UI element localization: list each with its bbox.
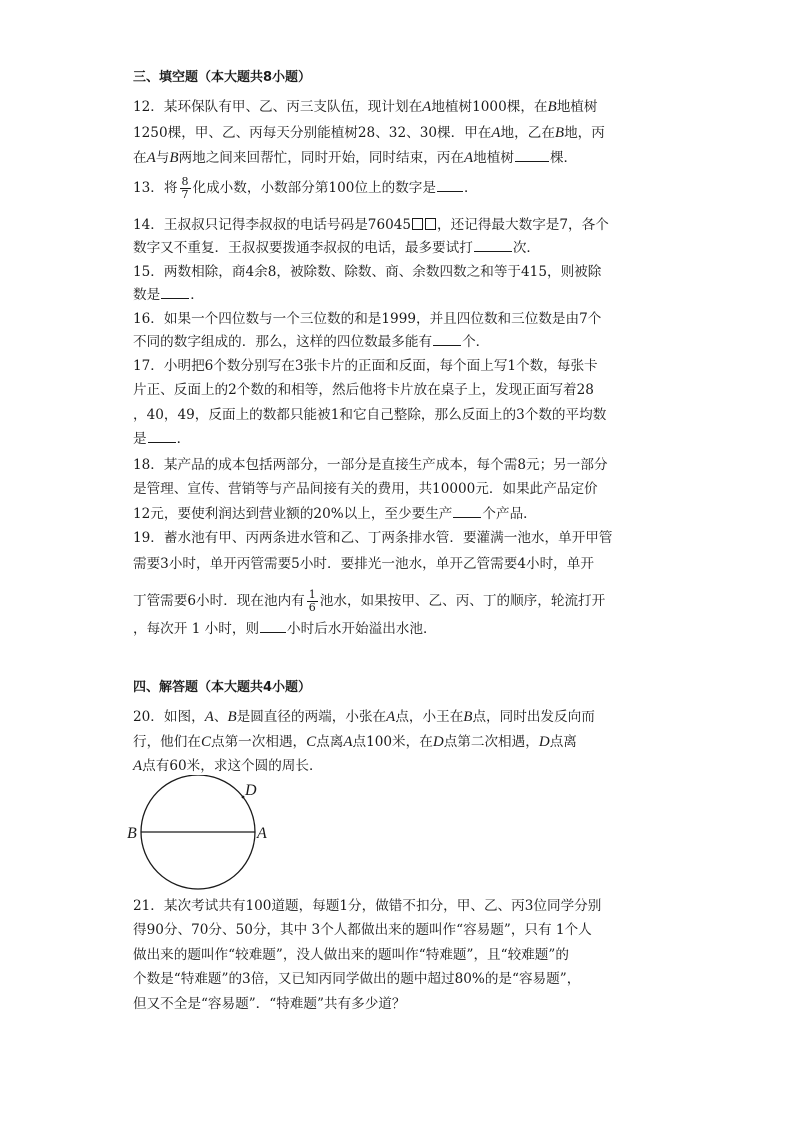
question-21-line-2: 得90分、70分、50分，其中 3个人都做出来的题叫作“容易题”，只有 1个人: [133, 922, 592, 938]
section-title-fill-blank: 三、填空题（本大题共8小题）: [133, 70, 312, 85]
question-20-line-3: A点有60米，求这个圆的周长．: [133, 758, 323, 774]
question-15-line-2: 数是 ．: [133, 287, 204, 303]
label-b: B: [127, 825, 137, 842]
digit-box: [425, 218, 436, 230]
answer-blank[interactable]: [453, 505, 481, 518]
question-21-line-5: 但又不全是“容易题”．“特难题”共有多少道？: [133, 996, 406, 1012]
question-18-line-3: 12元，要使利润达到营业额的20%以上，至少要生产 个产品．: [133, 506, 537, 522]
answer-blank[interactable]: [474, 239, 512, 252]
question-17-line-3: ，40，49，反面上的数都只能被1和它自己整除，那么反面上的3个数的平均数: [133, 407, 607, 423]
label-a: A: [257, 825, 267, 842]
question-12-line-2: 1250棵，甲、乙、丙每天分别能植树28、32、30棵．甲在A地，乙在B地，丙: [133, 125, 605, 141]
answer-blank[interactable]: [161, 286, 189, 299]
digit-box: [412, 218, 423, 230]
question-21-line-4: 个数是“特难题”的3倍，又已知丙同学做出的题中超过80%的是“容易题”，: [133, 971, 581, 987]
question-18-line-1: 18．某产品的成本包括两部分，一部分是直接生产成本，每个需8元；另一部分: [133, 457, 608, 473]
question-14-line-1: 14．王叔叔只记得李叔叔的电话号码是76045 ，还记得最大数字是7，各个: [133, 217, 609, 233]
question-17-line-4: 是 ．: [133, 431, 191, 447]
question-13: 13．将 $\frac{8}{7}$ 化成小数，小数部分第100位上的数字是 ．: [133, 175, 478, 201]
point-d: [242, 796, 245, 799]
question-16-line-2: 不同的数字组成的．那么，这样的四位数最多能有 个．: [133, 334, 490, 350]
question-20-line-2: 行，他们在C点第一次相遇，C点离A点100米，在D点第二次相遇，D点离: [133, 734, 577, 750]
question-16-line-1: 16．如果一个四位数与一个三位数的和是1999，并且四位数和三位数是由7个: [133, 311, 602, 327]
fraction: $\frac{8}{7}$: [181, 175, 189, 201]
question-12-line-3: 在A与B两地之间来回帮忙，同时开始，同时结束，丙在A地植树 棵．: [133, 150, 578, 166]
answer-blank[interactable]: [260, 620, 286, 633]
answer-blank[interactable]: [433, 333, 461, 346]
question-15-line-1: 15．两数相除，商4余8，被除数、除数、商、余数四数之和等于415，则被除: [133, 264, 602, 280]
fraction: $\frac{1}{6}$: [308, 588, 316, 614]
question-17-line-2: 片正、反面上的2个数的和相等，然后他将卡片放在桌子上，发现正面写着28: [133, 382, 594, 398]
answer-blank[interactable]: [148, 430, 176, 443]
question-19-line-2: 需要3小时，单开丙管需要5小时．要排光一池水，单开乙管需要4小时，单开: [133, 556, 594, 572]
circle-diagram: [125, 775, 275, 895]
section-title-solve: 四、解答题（本大题共4小题）: [133, 680, 312, 695]
question-21-line-1: 21．某次考试共有100道题，每题1分，做错不扣分，甲、乙、丙3位同学分别: [133, 898, 602, 914]
question-12-line-1: 12．某环保队有甲、乙、丙三支队伍，现计划在A地植树1000棵，在B地植树: [133, 99, 598, 115]
label-d: D: [245, 782, 257, 799]
answer-blank[interactable]: [437, 179, 463, 192]
question-14-line-2: 数字又不重复．王叔叔要拨通李叔叔的电话，最多要试打 次．: [133, 240, 541, 256]
question-21-line-3: 做出来的题叫作“较难题”，没人做出来的题叫作“特难题”，且“较难题”的: [133, 947, 569, 963]
answer-blank[interactable]: [515, 149, 549, 162]
question-18-line-2: 是管理、宣传、营销等与产品间接有关的费用，共10000元．如果此产品定价: [133, 481, 598, 497]
question-19-line-1: 19．蓄水池有甲、丙两条进水管和乙、丁两条排水管．要灌满一池水，单开甲管: [133, 530, 613, 546]
question-19-line-4: ，每次开 1 小时，则 小时后水开始溢出水池．: [133, 621, 437, 637]
question-19-line-3: 丁管需要6小时．现在池内有 $\frac{1}{6}$ 池水，如果按甲、乙、丙、丁的顺序，轮流打开: [133, 588, 606, 614]
question-20-line-1: 20．如图，A、B是圆直径的两端，小张在A点，小王在B点，同时出发反向而: [133, 709, 595, 725]
question-17-line-1: 17．小明把6个数分别写在3张卡片的正面和反面，每个面上写1个数，每张卡: [133, 358, 598, 374]
